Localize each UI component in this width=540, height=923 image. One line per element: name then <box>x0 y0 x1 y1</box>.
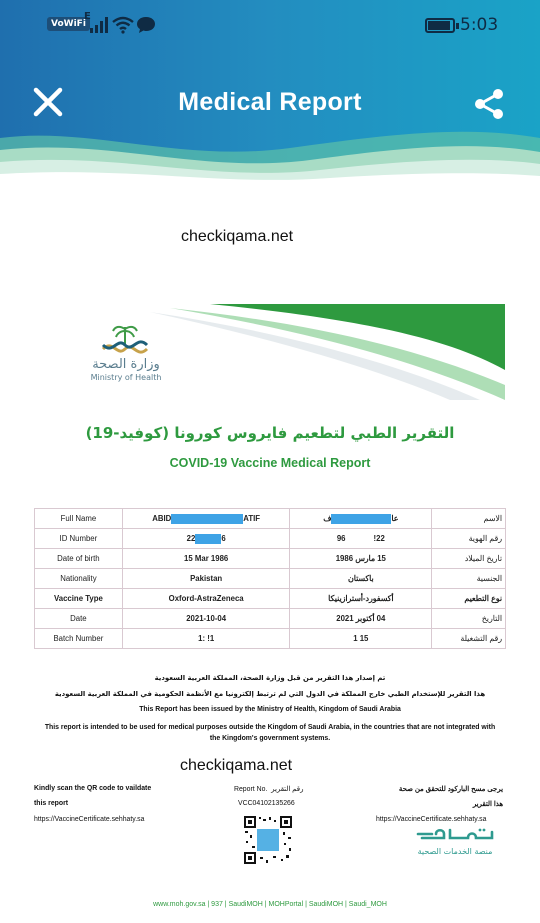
label-id-number-arabic: رقم الهوية <box>432 529 506 549</box>
value-date-of-birth: 15 Mar 1986 <box>122 549 290 569</box>
value-id-number-arabic <box>290 529 432 549</box>
redaction-block <box>331 514 391 524</box>
label-batch-number-arabic: رقم التشغيلة <box>432 629 506 649</box>
value-full-name <box>122 509 290 529</box>
id-ar-start: 22! <box>373 534 385 543</box>
network-type-label: E <box>84 11 91 22</box>
report-title-english: COVID-19 Vaccine Medical Report <box>169 456 371 470</box>
purpose-note-english-line2: the Kingdom's government systems. <box>209 735 331 742</box>
table-row <box>35 549 506 569</box>
label-date-of-birth-arabic: تاريخ الميلاد <box>432 549 506 569</box>
value-date-arabic: 04 أكتوبر 2021 <box>290 609 432 629</box>
watermark-text: checkiqama.net <box>180 757 293 774</box>
label-id-number: ID Number <box>35 529 123 549</box>
table-row <box>35 529 506 549</box>
id-ar-end: 96 <box>336 534 346 543</box>
label-date: Date <box>35 609 123 629</box>
table-row <box>35 569 506 589</box>
document-header-band <box>150 300 505 400</box>
label-batch-number: Batch Number <box>35 629 123 649</box>
wifi-icon <box>112 16 134 34</box>
table-row <box>35 509 506 529</box>
table-row <box>35 609 506 629</box>
table-row <box>35 629 506 649</box>
label-nationality-arabic: الجنسية <box>432 569 506 589</box>
ministry-name-arabic: وزارة الصحة <box>92 357 160 372</box>
page-title: Medical Report <box>178 88 362 116</box>
ministry-name-english: Ministry of Health <box>90 373 162 382</box>
vaccine-info-table <box>34 508 506 649</box>
table-row <box>35 589 506 609</box>
sehhaty-tagline: منصة الخدمات الصحية <box>417 847 493 856</box>
issued-note-arabic: تم إصدار هذا التقرير من قبل وزارة الصحة، المملكة العربية السعودية <box>154 674 386 682</box>
value-full-name-arabic <box>290 509 432 529</box>
value-vaccine-type: Oxford-AstraZeneca <box>122 589 290 609</box>
redaction-block <box>171 514 243 524</box>
name-start: ABID <box>152 513 172 523</box>
scan-instruction-english: Kindly scan the QR code to vaildate <box>34 785 152 792</box>
id-end: 6 <box>221 533 226 543</box>
value-nationality: Pakistan <box>122 569 290 589</box>
app-header <box>0 0 540 185</box>
label-nationality: Nationality <box>35 569 123 589</box>
vowifi-badge: VoWiFi <box>47 17 90 31</box>
report-number-label <box>234 785 303 793</box>
scan-instruction-arabic-line2: هذا التقرير <box>472 801 503 808</box>
label-vaccine-type-arabic: نوع التطعيم <box>432 589 506 609</box>
value-batch-number-arabic: 15 1 <box>290 629 432 649</box>
verification-url-arabic[interactable]: https://VaccineCertificate.sehhaty.sa <box>376 816 487 823</box>
report-title-arabic: التقرير الطبي لتطعيم فايروس كورونا (كوفيد-19) <box>85 424 455 442</box>
label-date-of-birth: Date of birth <box>35 549 123 569</box>
status-bar <box>0 0 540 52</box>
purpose-note-english-line1: This report is intended to be used for medical purposes outside the Kingdom of Saudi Arabia, in the countries that are not integrated with <box>44 724 496 731</box>
clock: 5:03 <box>460 15 499 35</box>
issued-note-english: This Report has been issued by the Ministry of Health, Kingdom of Saudi Arabia <box>139 706 401 713</box>
value-batch-number: 1: !1 <box>122 629 290 649</box>
purpose-note-arabic: هذا التقرير للإستخدام الطبي خارج المملكة في الدول التي لم ترتبط إلكترونيا مع الأنظمة الحكومية في المملكة العربية السعودية <box>54 690 486 698</box>
value-date-of-birth-arabic: 15 مارس 1986 <box>290 549 432 569</box>
verification-url[interactable]: https://VaccineCertificate.sehhaty.sa <box>34 816 145 823</box>
value-vaccine-type-arabic: أكسفورد-أسترازينيكا <box>290 589 432 609</box>
battery-icon <box>425 18 455 33</box>
name-end: ATIF <box>243 513 261 523</box>
label-full-name-arabic: الاسم <box>432 509 506 529</box>
name-ar-start: عا <box>391 513 399 523</box>
label-vaccine-type: Vaccine Type <box>35 589 123 609</box>
name-ar-end: ف <box>323 513 332 523</box>
share-icon[interactable] <box>472 87 506 121</box>
value-date: 2021-10-04 <box>122 609 290 629</box>
report-number: VCC04102135266 <box>238 800 295 807</box>
sehhaty-logo <box>410 826 500 860</box>
footer-social-links[interactable]: www.moh.gov.sa | 937 | SaudiMOH | MOHPortal | SaudiMOH | Saudi_MOH <box>153 901 387 908</box>
id-start: 22 <box>186 533 196 543</box>
redaction-block <box>195 534 221 544</box>
signal-icon <box>89 17 109 33</box>
label-full-name: Full Name <box>35 509 123 529</box>
label-date-arabic: التاريخ <box>432 609 506 629</box>
watermark-text: checkiqama.net <box>181 228 294 245</box>
scan-instruction-arabic: يرجى مسح الباركود للتحقق من صحة <box>398 786 503 793</box>
scan-instruction-english-line2: this report <box>34 800 69 807</box>
qr-code[interactable] <box>243 815 293 865</box>
value-id-number <box>122 529 290 549</box>
chat-bubble-icon <box>136 16 156 34</box>
value-nationality-arabic: باكستان <box>290 569 432 589</box>
report-number-label-english: Report No. <box>234 786 268 793</box>
header-waves <box>0 118 540 185</box>
report-number-label-arabic: رقم التقرير <box>271 786 304 793</box>
